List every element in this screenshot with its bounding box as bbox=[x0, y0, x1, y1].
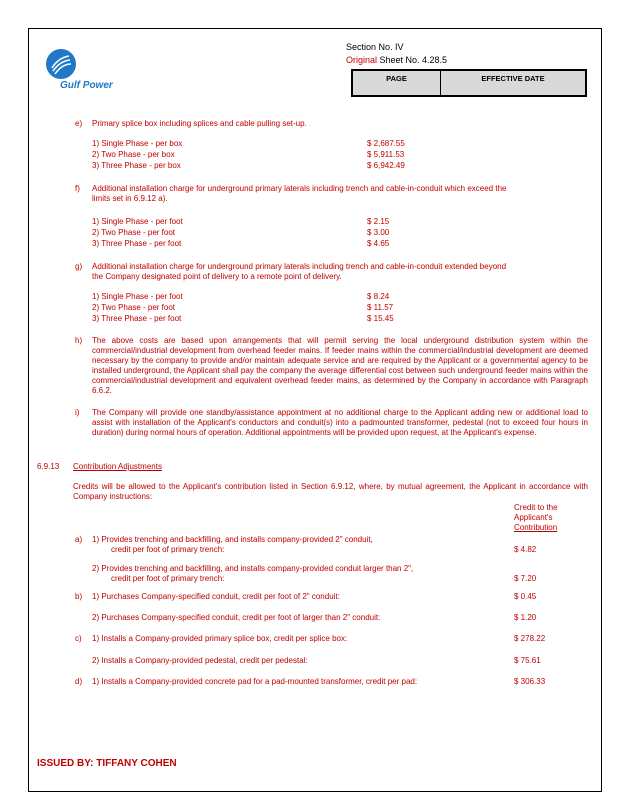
logo-text: Gulf Power bbox=[60, 80, 113, 91]
rate-value: $ 11.57 bbox=[367, 303, 394, 312]
credit-label: 2) Installs a Company-provided pedestal, credit per pedestal: bbox=[92, 656, 308, 665]
credit-value: $ 306.33 bbox=[514, 677, 546, 686]
credit-column-header-line2: Applicant's bbox=[514, 513, 553, 522]
sheet-prefix: Original bbox=[346, 55, 378, 65]
credit-value: $ 7.20 bbox=[514, 574, 537, 583]
section-number: 6.9.13 bbox=[37, 462, 60, 471]
rate-value: $ 2,687.55 bbox=[367, 139, 405, 148]
item-letter: g) bbox=[75, 262, 83, 271]
item-letter: i) bbox=[75, 408, 80, 417]
rate-value: $ 3.00 bbox=[367, 228, 390, 237]
credit-label-cont: credit per foot of primary trench: bbox=[111, 574, 225, 583]
credit-column-header-line1: Credit to the bbox=[514, 503, 558, 512]
item-g-text-line1: Additional installation charge for underground primary laterals including trench and cable-in-conduit extended beyond bbox=[92, 262, 507, 271]
credit-letter: a) bbox=[75, 535, 83, 544]
rate-value: $ 6,942.49 bbox=[367, 161, 405, 170]
credit-value: $ 278.22 bbox=[514, 634, 546, 643]
item-f-text-line1: Additional installation charge for underground primary laterals including trench and cable-in-conduit which exceed the bbox=[92, 184, 507, 193]
rate-label: 1) Single Phase - per foot bbox=[92, 217, 183, 226]
credit-column-header-line3: Contribution bbox=[514, 523, 558, 532]
rate-value: $ 2.15 bbox=[367, 217, 390, 226]
rate-value: $ 15.45 bbox=[367, 314, 394, 323]
rate-label: 3) Three Phase - per foot bbox=[92, 239, 182, 248]
header-table bbox=[351, 69, 587, 97]
page-column-header: PAGE bbox=[353, 71, 441, 95]
rate-label: 3) Three Phase - per foot bbox=[92, 314, 182, 323]
item-letter: e) bbox=[75, 119, 83, 128]
credit-letter: c) bbox=[75, 634, 82, 643]
issued-by: ISSUED BY: TIFFANY COHEN bbox=[37, 758, 177, 769]
section-intro: Credits will be allowed to the Applicant's contribution listed in Section 6.9.12, where, by mutual agreement, the Applicant in accordance with Company instructions: bbox=[73, 482, 588, 501]
rate-value: $ 8.24 bbox=[367, 292, 390, 301]
item-g-text-line2: the Company designated point of delivery to a remote point of delivery. bbox=[92, 272, 342, 281]
credit-value: $ 1.20 bbox=[514, 613, 537, 622]
credit-label: 2) Purchases Company-specified conduit, credit per foot of larger than 2" conduit: bbox=[92, 613, 381, 622]
rate-label: 2) Two Phase - per box bbox=[92, 150, 175, 159]
section-number: Section No. IV bbox=[346, 42, 404, 52]
item-h-paragraph: The above costs are based upon arrangements that will permit serving the local underground distribution system within the commercial/industrial development from overhead feeder mains. If feeder mains within the commercial/industrial development are deemed necessary by the company to provide and/or maintain adequate service and are required by the Applicant or a governmental agency to be installed underground, the Applicant shall pay the company the average differential cost between such underground feeder mains within the commercial/industrial development and equivalent overhead feeder mains, as determined by the Company in accordance with Paragraph 6.6.2. bbox=[92, 336, 588, 395]
effective-date-column-header: EFFECTIVE DATE bbox=[481, 74, 545, 83]
credit-label: 1) Installs a Company-provided concrete pad for a pad-mounted transformer, credit per pad: bbox=[92, 677, 418, 686]
gulf-power-logo-icon bbox=[45, 48, 77, 80]
rate-label: 2) Two Phase - per foot bbox=[92, 303, 176, 312]
item-letter: f) bbox=[75, 184, 80, 193]
rate-label: 1) Single Phase - per box bbox=[92, 139, 183, 148]
item-e-text: Primary splice box including splices and cable pulling set-up. bbox=[92, 119, 307, 128]
credit-label: 1) Installs a Company-provided primary splice box, credit per splice box: bbox=[92, 634, 348, 643]
credit-label-cont: credit per foot of primary trench: bbox=[111, 545, 225, 554]
credit-value: $ 75.61 bbox=[514, 656, 541, 665]
credit-label: 1) Provides trenching and backfilling, and installs company-provided 2" conduit, bbox=[92, 535, 373, 544]
rate-label: 2) Two Phase - per foot bbox=[92, 228, 176, 237]
credit-letter: b) bbox=[75, 592, 83, 601]
item-f-text-line2: limits set in 6.9.12 a). bbox=[92, 194, 168, 203]
rate-value: $ 4.65 bbox=[367, 239, 390, 248]
credit-label: 1) Purchases Company-specified conduit, credit per foot of 2" conduit: bbox=[92, 592, 340, 601]
credit-value: $ 4.82 bbox=[514, 545, 537, 554]
rate-value: $ 5,911.53 bbox=[367, 150, 405, 159]
credit-label: 2) Provides trenching and backfilling, and installs company-provided conduit larger than 2", bbox=[92, 564, 414, 573]
credit-value: $ 0.45 bbox=[514, 592, 537, 601]
sheet-number bbox=[346, 55, 447, 65]
sheet-rest: Sheet No. 4.28.5 bbox=[377, 55, 448, 65]
section-title: Contribution Adjustments bbox=[73, 462, 162, 471]
item-i-paragraph: The Company will provide one standby/assistance appointment at no additional charge to the Applicant adding new or additional load to assist with installation of the Applicant's conductors and conduit(s) into a padmounted transformer, pedestal (not to exceed four hours in duration) during normal hours of operation. Additional appointments will be provided upon request, at the Applicant's expense. bbox=[92, 408, 588, 437]
rate-label: 3) Three Phase - per box bbox=[92, 161, 181, 170]
rate-label: 1) Single Phase - per foot bbox=[92, 292, 183, 301]
credit-letter: d) bbox=[75, 677, 83, 686]
item-letter: h) bbox=[75, 336, 83, 345]
